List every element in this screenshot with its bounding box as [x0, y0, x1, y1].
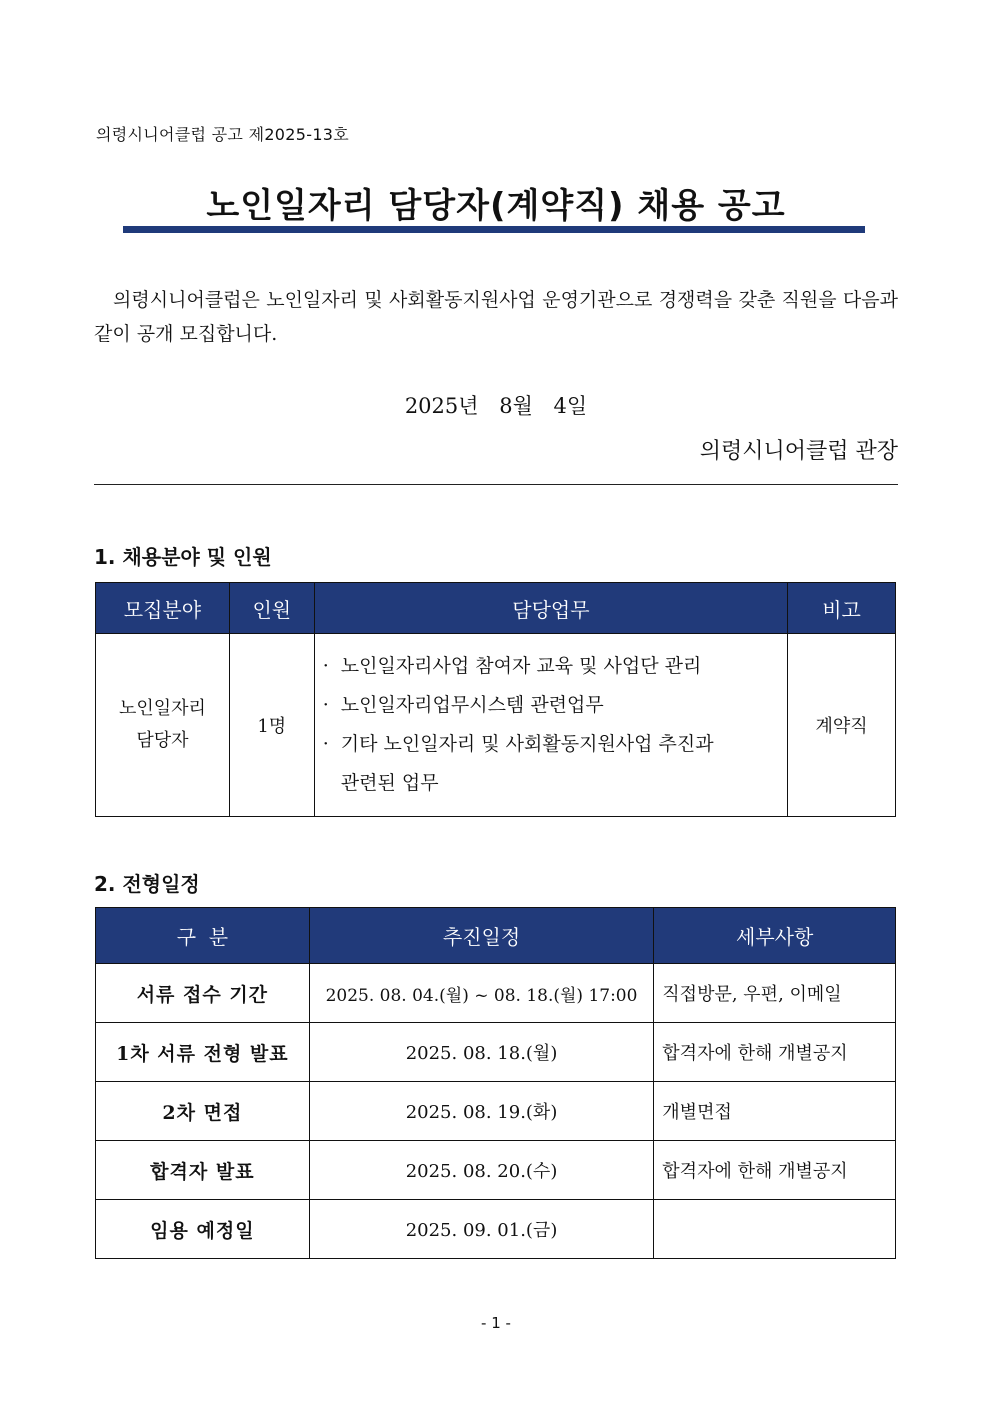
duty-text: 기타 노인일자리 및 사회활동지원사업 추진과 [340, 733, 714, 755]
section-heading-recruitment: 1. 채용분야 및 인원 [94, 545, 272, 569]
table-row [96, 964, 896, 1023]
note-cell: 계약직 [788, 634, 896, 817]
column-header: 모집분야 [96, 583, 230, 634]
stage-cell: 서류 접수 기간 [96, 964, 310, 1023]
table-header-row [96, 583, 896, 634]
field-cell [96, 634, 230, 817]
column-header: 구 분 [96, 908, 310, 964]
divider [94, 484, 898, 485]
detail-cell [654, 1200, 896, 1259]
stage-cell: 2차 면접 [96, 1082, 310, 1141]
notice-number: 의령시니어클럽 공고 제2025-13호 [96, 125, 350, 144]
list-item [323, 647, 787, 686]
page-number: - 1 - [481, 1314, 511, 1332]
stage-cell: 임용 예정일 [96, 1200, 310, 1259]
list-item [323, 686, 787, 725]
column-header: 추진일정 [309, 908, 654, 964]
detail-cell: 합격자에 한해 개별공지 [654, 1141, 896, 1200]
detail-cell: 합격자에 한해 개별공지 [654, 1023, 896, 1082]
schedule-cell: 2025. 08. 19.(화) [309, 1082, 654, 1141]
bullet: · [322, 733, 329, 755]
table-row [96, 1082, 896, 1141]
duty-list [323, 647, 787, 803]
detail-cell: 개별면접 [654, 1082, 896, 1141]
field-line: 노인일자리 [118, 698, 206, 719]
column-header: 비고 [788, 583, 896, 634]
schedule-table [95, 907, 896, 1259]
issuer-signature: 의령시니어클럽 관장 [699, 439, 898, 464]
column-header: 세부사항 [654, 908, 896, 964]
table-row [96, 1141, 896, 1200]
table-row [96, 1200, 896, 1259]
recruitment-table [95, 582, 896, 817]
title-underline [123, 226, 865, 233]
announcement-date: 2025년 8월 4일 [404, 394, 588, 418]
table-row [96, 634, 896, 817]
field-line: 담당자 [136, 730, 189, 751]
intro-paragraph [94, 283, 898, 351]
schedule-cell: 2025. 08. 04.(월) ~ 08. 18.(월) 17:00 [309, 964, 654, 1023]
table-header-row [96, 908, 896, 964]
bullet: · [322, 694, 329, 716]
intro-text: 의령시니어클럽은 노인일자리 및 사회활동지원사업 운영기관으로 경쟁력을 갖춘 직원을 다음과 같이 공개 모집합니다. [94, 289, 898, 345]
column-header: 인원 [229, 583, 314, 634]
page-title: 노인일자리 담당자(계약직) 채용 공고 [206, 186, 786, 226]
column-header: 담당업무 [314, 583, 787, 634]
section-heading-schedule: 2. 전형일정 [94, 872, 200, 896]
table-row [96, 1023, 896, 1082]
count-cell: 1명 [229, 634, 314, 817]
schedule-cell: 2025. 09. 01.(금) [309, 1200, 654, 1259]
bullet: · [322, 655, 329, 677]
duty-text: 노인일자리사업 참여자 교육 및 사업단 관리 [340, 655, 702, 677]
schedule-cell: 2025. 08. 18.(월) [309, 1023, 654, 1082]
duty-continuation: 관련된 업무 [340, 772, 439, 794]
detail-cell: 직접방문, 우편, 이메일 [654, 964, 896, 1023]
schedule-cell: 2025. 08. 20.(수) [309, 1141, 654, 1200]
stage-cell: 합격자 발표 [96, 1141, 310, 1200]
list-item [323, 725, 787, 803]
duty-text: 노인일자리업무시스템 관련업무 [340, 694, 604, 716]
stage-cell: 1차 서류 전형 발표 [96, 1023, 310, 1082]
duties-cell [314, 634, 787, 817]
